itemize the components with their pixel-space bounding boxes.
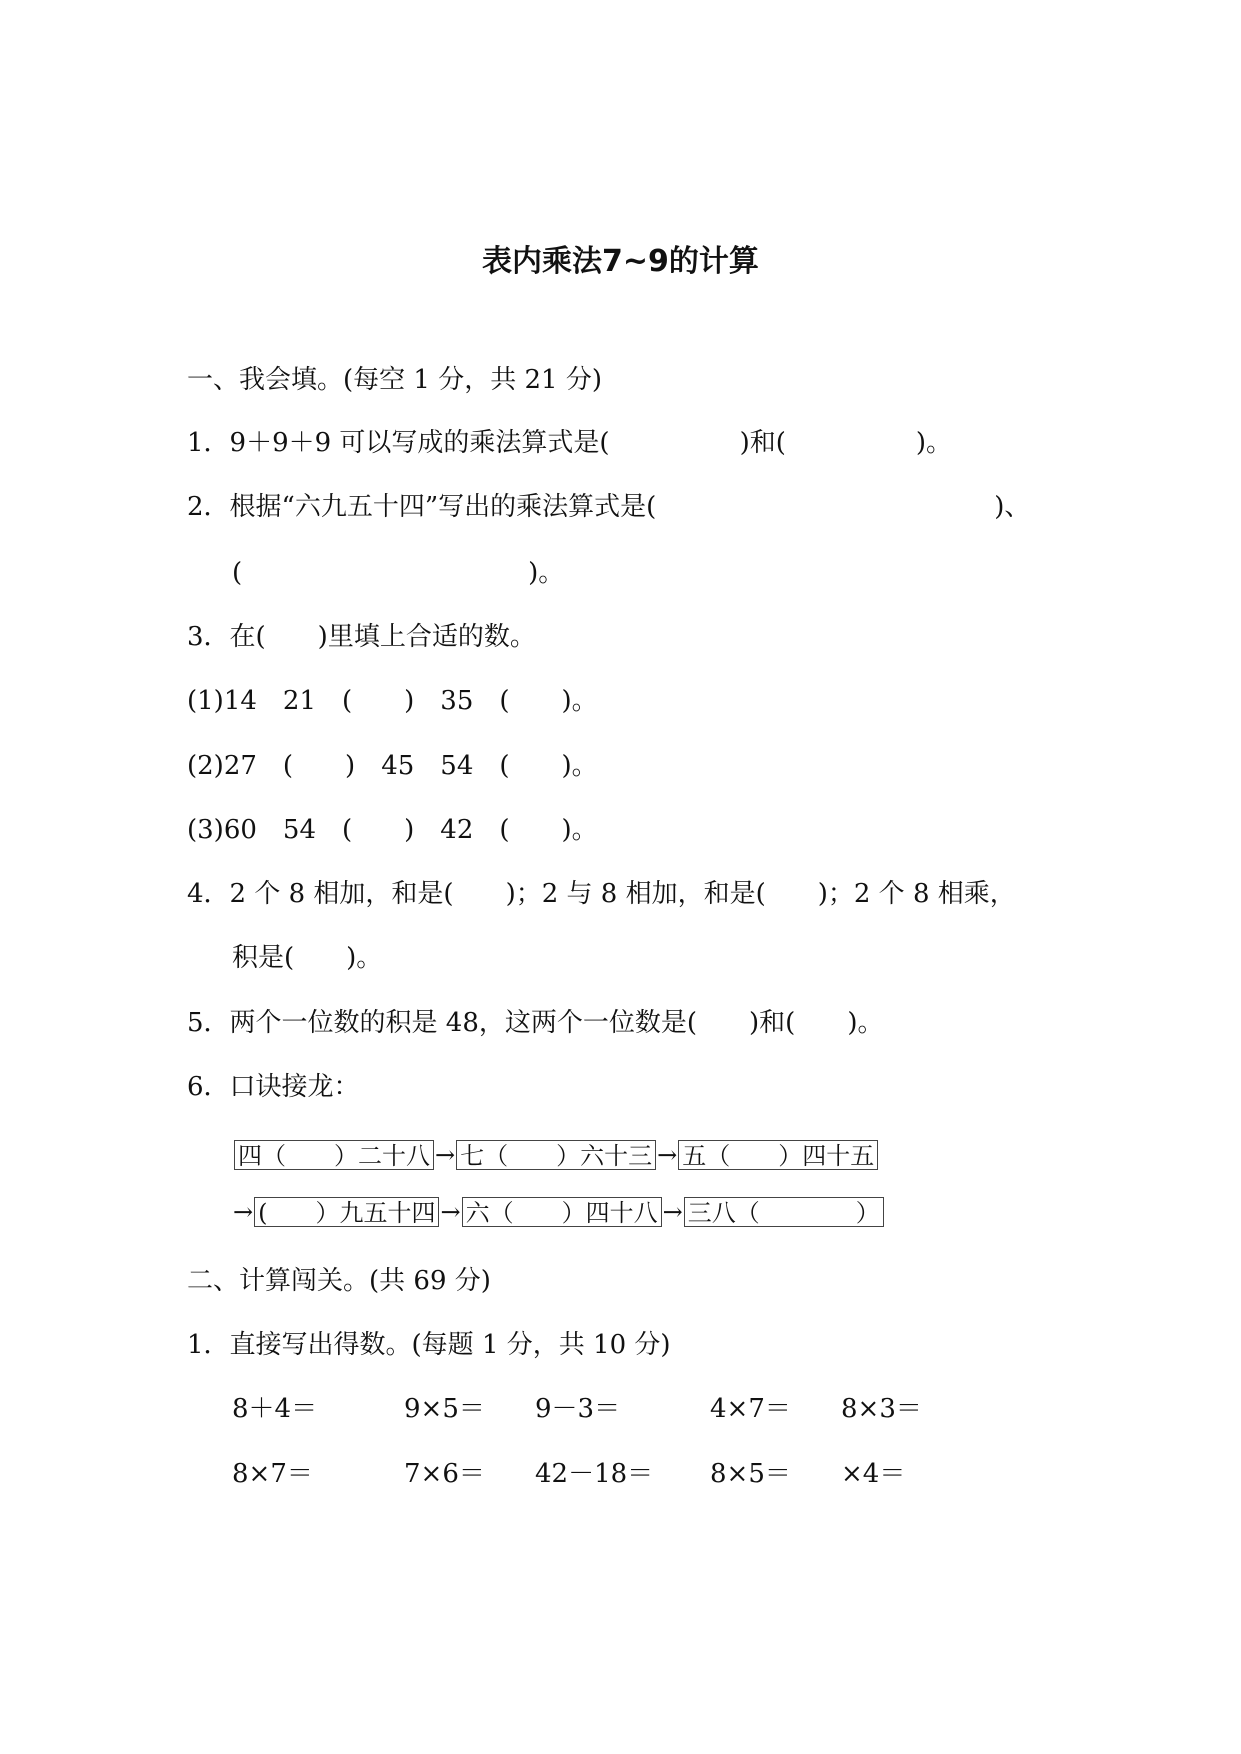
question-2-line1: 2．根据“六九五十四”写出的乘法算式是( )、 <box>187 492 1031 522</box>
chain-box: 四（ ）二十八 <box>234 1140 434 1170</box>
chain-box: 六（ ）四十八 <box>462 1197 662 1227</box>
arrow-icon: → <box>662 1198 683 1226</box>
section2-heading: 二、计算闯关。(共 69 分) <box>187 1266 491 1296</box>
chain-box: ( ）九五十四 <box>254 1197 439 1227</box>
arrow-icon: → <box>435 1141 456 1169</box>
calc-item: 4×7＝ <box>710 1394 791 1424</box>
arrow-icon: → <box>657 1141 678 1169</box>
calc-item: 8＋4＝ <box>232 1394 318 1424</box>
calc-row-1 <box>232 1391 1032 1427</box>
calc-item: 8×7＝ <box>232 1459 313 1489</box>
page-title: 表内乘法7~9的计算 <box>482 244 759 279</box>
question-3-part1: (1)14 21 ( ) 35 ( )。 <box>187 686 598 716</box>
calc-item: 7×6＝ <box>404 1459 485 1489</box>
question-4-line2: 积是( )。 <box>232 943 383 973</box>
calc-item: 8×3＝ <box>841 1394 922 1424</box>
section2-question-1: 1．直接写出得数。(每题 1 分，共 10 分) <box>187 1330 671 1360</box>
chain-box: 三八（ ） <box>684 1197 884 1227</box>
question-2-line2: ( )。 <box>232 558 565 588</box>
calc-row-2 <box>232 1456 1032 1492</box>
question-3-part2: (2)27 ( ) 45 54 ( )。 <box>187 751 598 781</box>
question-1: 1．9＋9＋9 可以写成的乘法算式是( )和( )。 <box>187 428 953 458</box>
chain-row-1 <box>234 1140 878 1170</box>
question-3: 3．在( )里填上合适的数。 <box>187 622 536 652</box>
calc-item: ×4＝ <box>841 1459 906 1489</box>
arrow-icon: → <box>440 1198 461 1226</box>
chain-box: 七（ ）六十三 <box>456 1140 656 1170</box>
chain-box: 五（ ）四十五 <box>678 1140 878 1170</box>
calc-item: 42－18＝ <box>535 1459 654 1489</box>
question-5: 5．两个一位数的积是 48，这两个一位数是( )和( )。 <box>187 1008 884 1038</box>
question-6: 6．口诀接龙： <box>187 1072 360 1102</box>
section1-heading: 一、我会填。(每空 1 分，共 21 分) <box>187 365 602 395</box>
question-3-part3: (3)60 54 ( ) 42 ( )。 <box>187 815 598 845</box>
chain-row-2 <box>232 1197 884 1227</box>
question-4-line1: 4．2 个 8 相加，和是( )；2 与 8 相加，和是( )；2 个 8 相乘， <box>187 879 1016 909</box>
calc-item: 9－3＝ <box>535 1394 621 1424</box>
calc-item: 8×5＝ <box>710 1459 791 1489</box>
calc-item: 9×5＝ <box>404 1394 485 1424</box>
arrow-icon: → <box>233 1198 254 1226</box>
